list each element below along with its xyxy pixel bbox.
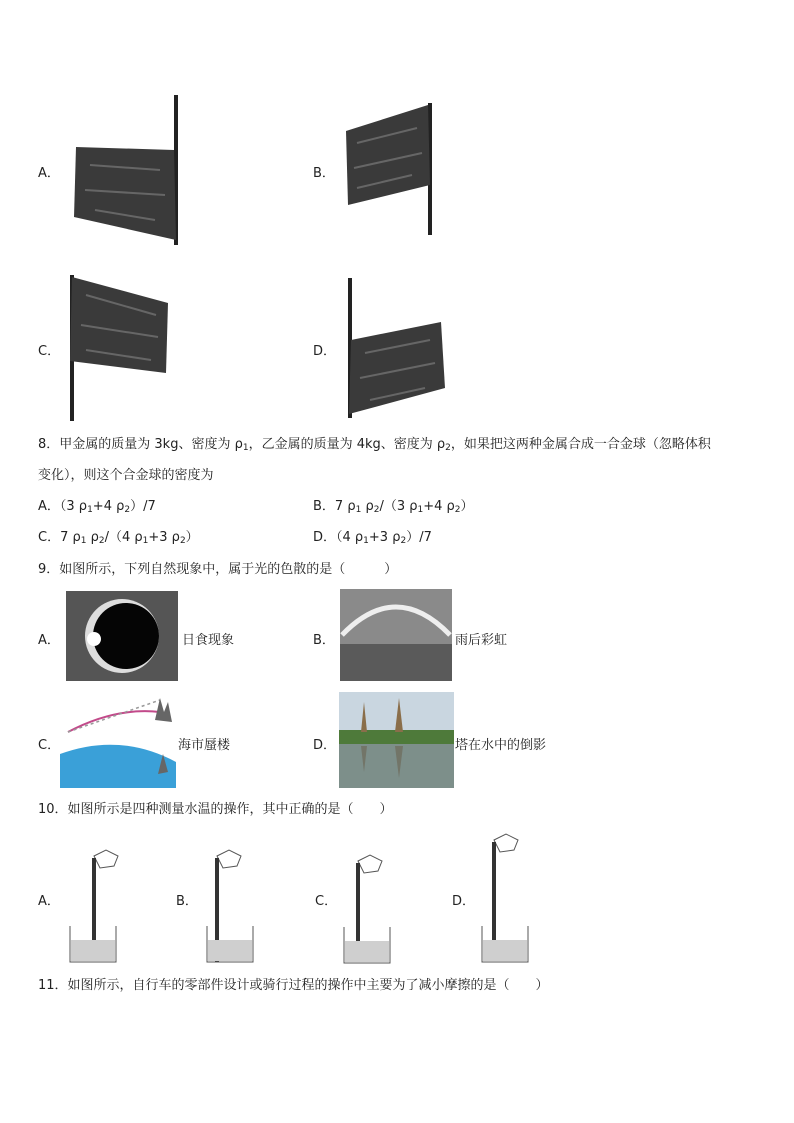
q11-stem: 11．如图所示，自行车的零部件设计或骑行过程的操作中主要为了减小摩擦的是（ ） bbox=[38, 978, 549, 993]
q10-option-c-label: C． bbox=[315, 894, 338, 909]
q7-option-c-label: C． bbox=[38, 344, 61, 359]
q9-option-a-label: A． bbox=[38, 633, 60, 648]
q9-option-b-label: B． bbox=[313, 633, 335, 648]
q10-option-d-figure-thermometer bbox=[478, 832, 538, 964]
q8-option-a: A．（3 $\rho_1+4$ $\rho_2)/7$ bbox=[38, 499, 156, 515]
q7-option-a-label: A． bbox=[38, 166, 60, 181]
q7-option-b-label: B． bbox=[313, 166, 335, 181]
q10-option-a-label: A． bbox=[38, 894, 60, 909]
q8-option-c: C．7 $\rho_1$ $\rho_2/(4$ $\rho_1+3$ $\rho_2$） bbox=[38, 530, 199, 546]
q9-option-b-caption: 雨后彩虹 bbox=[455, 633, 508, 648]
q9-option-d-figure-pagoda-reflection bbox=[339, 692, 454, 788]
q8-option-b: B．7 $\rho_1$ $\rho_2/(3$ $\rho_1+4$ $\rho_2$） bbox=[313, 499, 474, 515]
q9-option-a-caption: 日食现象 bbox=[182, 633, 235, 648]
q9-option-d-caption: 塔在水中的倒影 bbox=[455, 738, 547, 753]
q10-option-b-label: B． bbox=[176, 894, 198, 909]
q8-stem-line2: 变化），则这个合金球的密度为 bbox=[38, 468, 214, 483]
q7-option-b-figure bbox=[342, 103, 437, 238]
q10-option-a-figure-thermometer bbox=[66, 848, 126, 964]
q10-stem: 10．如图所示是四种测量水温的操作，其中正确的是（ ） bbox=[38, 802, 393, 817]
q8-option-d: D．（4 $\rho_1+3$ $\rho_2)/7$ bbox=[313, 530, 432, 546]
q9-option-c-label: C． bbox=[38, 738, 61, 753]
q9-option-a-figure-eclipse bbox=[66, 591, 178, 681]
q9-option-d-label: D． bbox=[313, 738, 337, 753]
q10-option-d-label: D． bbox=[452, 894, 476, 909]
q8-stem-line1: 8．甲金属的质量为 3kg、密度为 $\rho_1$，乙金属的质量为 4kg、密度为 $\rho_2$，如果把这两种金属合成一合金球（忽略体积 bbox=[38, 437, 711, 453]
q9-stem: 9．如图所示，下列自然现象中，属于光的色散的是（ ） bbox=[38, 562, 398, 577]
q7-option-c-figure bbox=[66, 275, 171, 423]
q10-option-b-figure-thermometer bbox=[203, 848, 263, 964]
q7-option-d-label: D． bbox=[313, 344, 337, 359]
q9-option-c-figure-mirage bbox=[60, 692, 176, 788]
q9-option-b-figure-rainbow bbox=[340, 589, 452, 681]
q7-option-a-figure bbox=[70, 95, 185, 247]
q7-option-d-figure bbox=[345, 278, 450, 420]
q9-option-c-caption: 海市蜃楼 bbox=[178, 738, 231, 753]
q10-option-c-figure-thermometer bbox=[340, 855, 400, 965]
